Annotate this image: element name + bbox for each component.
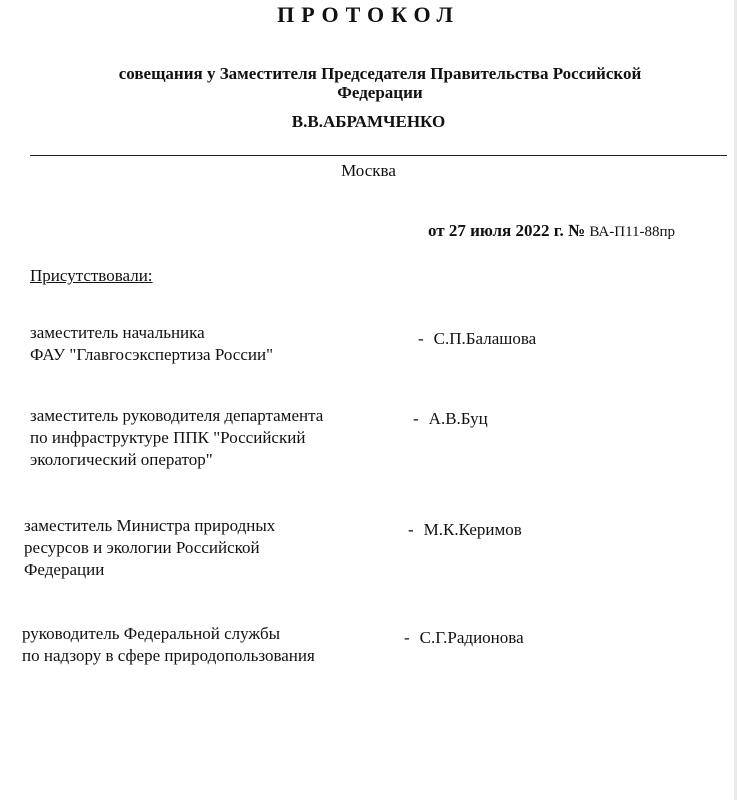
- attendee-position-line: Федерации: [24, 560, 105, 579]
- attendee-name-row: [413, 409, 488, 429]
- attendees-heading: Присутствовали:: [30, 266, 153, 285]
- attendee-position-line: по инфраструктуре ППК "Российский: [30, 428, 306, 447]
- attendee-name-row: [404, 628, 524, 648]
- attendee-position: [24, 515, 275, 581]
- attendee-position: [30, 405, 323, 471]
- attendee-dash: -: [404, 628, 410, 647]
- attendee-name: С.Г.Радионова: [419, 628, 524, 647]
- attendee-position-line: по надзору в сфере природопользования: [22, 646, 315, 665]
- attendee-name-row: [418, 329, 536, 349]
- attendee-name-row: [408, 520, 522, 540]
- document-title: ПРОТОКОЛ: [277, 2, 460, 27]
- attendee-dash: -: [413, 409, 419, 428]
- attendee-name: А.В.Буц: [428, 409, 488, 428]
- subtitle-line-2: Федерации: [337, 83, 423, 102]
- attendee-name: М.К.Керимов: [423, 520, 522, 539]
- date-and-number: [428, 221, 675, 241]
- attendee-dash: -: [408, 520, 414, 539]
- attendee-position-line: ФАУ "Главгосэкспертиза России": [30, 345, 274, 364]
- subtitle-line-1: совещания у Заместителя Председателя Правительства Российской: [118, 64, 642, 83]
- attendee-position-line: заместитель Министра природных: [24, 516, 276, 535]
- attendee-position-line: заместитель руководителя департамента: [30, 406, 324, 425]
- attendee-name: С.П.Балашова: [433, 329, 537, 348]
- attendee-position: [22, 623, 315, 667]
- attendee-position-line: заместитель начальника: [30, 323, 205, 342]
- city-label: Москва: [341, 161, 396, 180]
- protocol-date: от 27 июля 2022 г. №: [428, 221, 586, 240]
- protocol-number: ВА-П11-88пр: [589, 224, 676, 240]
- attendee-dash: -: [418, 329, 424, 348]
- attendee-position-line: руководитель Федеральной службы: [22, 624, 281, 643]
- header-divider: [30, 155, 727, 156]
- subtitle-official-name: В.В.АБРАМЧЕНКО: [291, 112, 446, 131]
- attendee-position-line: ресурсов и экологии Российской: [24, 538, 260, 557]
- attendee-position-line: экологический оператор": [30, 450, 213, 469]
- attendee-position: [30, 322, 273, 366]
- document-subtitle: [40, 64, 720, 102]
